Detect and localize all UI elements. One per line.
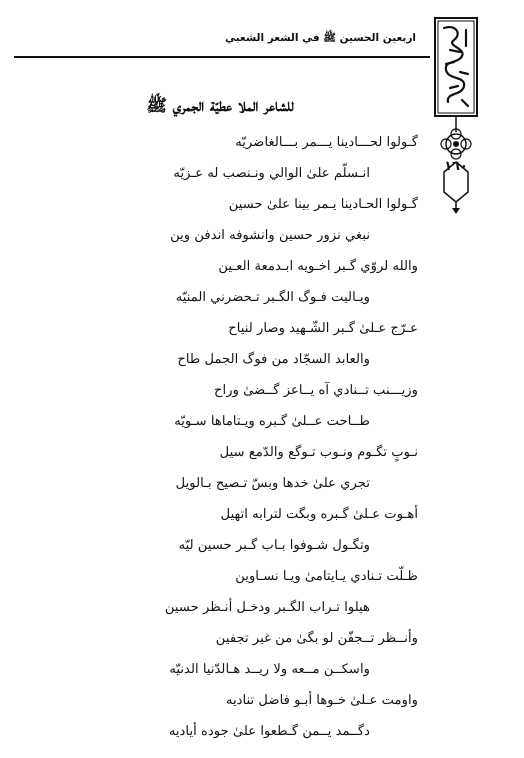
verse-line: واسكــن مــعه ولا ريــد هـالدّنيا الدنيّه [169, 662, 370, 677]
verse-line: طــاحت عــلىٰ گـبره ويـتاماها سـويّه [174, 414, 370, 429]
verse-line: نـوبٍ تگـوم ونـوب تـوگع والدّمع سيل [219, 445, 418, 460]
verse-line: أهـوت عـلىٰ گـبره وبگت لترابه اتهيل [220, 507, 418, 522]
verse-line: وتگـول شـوفوا بـاب گـبر حسين ليّه [178, 538, 370, 553]
running-header: اربعين الحسين ﷺ في الشعر الشعبي [225, 32, 416, 44]
verse-line: واومت عـلىٰ خـوها أبـو فاضل تناديه [225, 693, 418, 708]
verse-line: تجري علىٰ خدها وبسّ تـصيح بـالويل [175, 476, 370, 491]
verse-line: دگــمد يــمن گـطعوا علىٰ جوده أياديه [168, 724, 370, 739]
verse-line: هيلوا تـراب الگـبر ودخـل أنـظر حسين [164, 600, 370, 615]
verse-line: نبغي نزور حسين وانشوفه اندفن وين [170, 228, 370, 243]
verse-line: والعابد السجّاد من فوگ الجمل طاح [177, 352, 370, 367]
verse-line: والله لروّي گـبر اخـويه ابـدمعة العـين [218, 259, 418, 274]
verse-line: ويـاليت فـوگ الگـبر تـحضرني المنيّه [175, 290, 370, 305]
verse-line: انـسلّم علىٰ الوالي ونـنصب له عـزيّه [173, 166, 370, 181]
verse-line: گـولوا لحـــادينا يـــمر بـــالغاضريّه [235, 135, 418, 150]
verse-line: وزيـــنب تــنادي آه يــاعز گــضىٰ وراح [214, 383, 418, 398]
verse-line: عـرّج عـلىٰ گـبر الشّـهيد وصار لنياح [228, 321, 418, 336]
verse-line: گـولوا الحـادينا يـمر بينا علىٰ حسين [228, 197, 418, 212]
verse-line: وأنــظر تــجفّن لو بگىٰ من غير تجفين [215, 631, 418, 646]
poem-title: للشاعر الملا عطيّة الجمري ﷺ [146, 96, 294, 116]
page-number: ١٦٠ [444, 159, 468, 174]
verse-line: ظـلّت تـنادي يـايتامىٰ ويـا نسـاوين [235, 569, 418, 584]
